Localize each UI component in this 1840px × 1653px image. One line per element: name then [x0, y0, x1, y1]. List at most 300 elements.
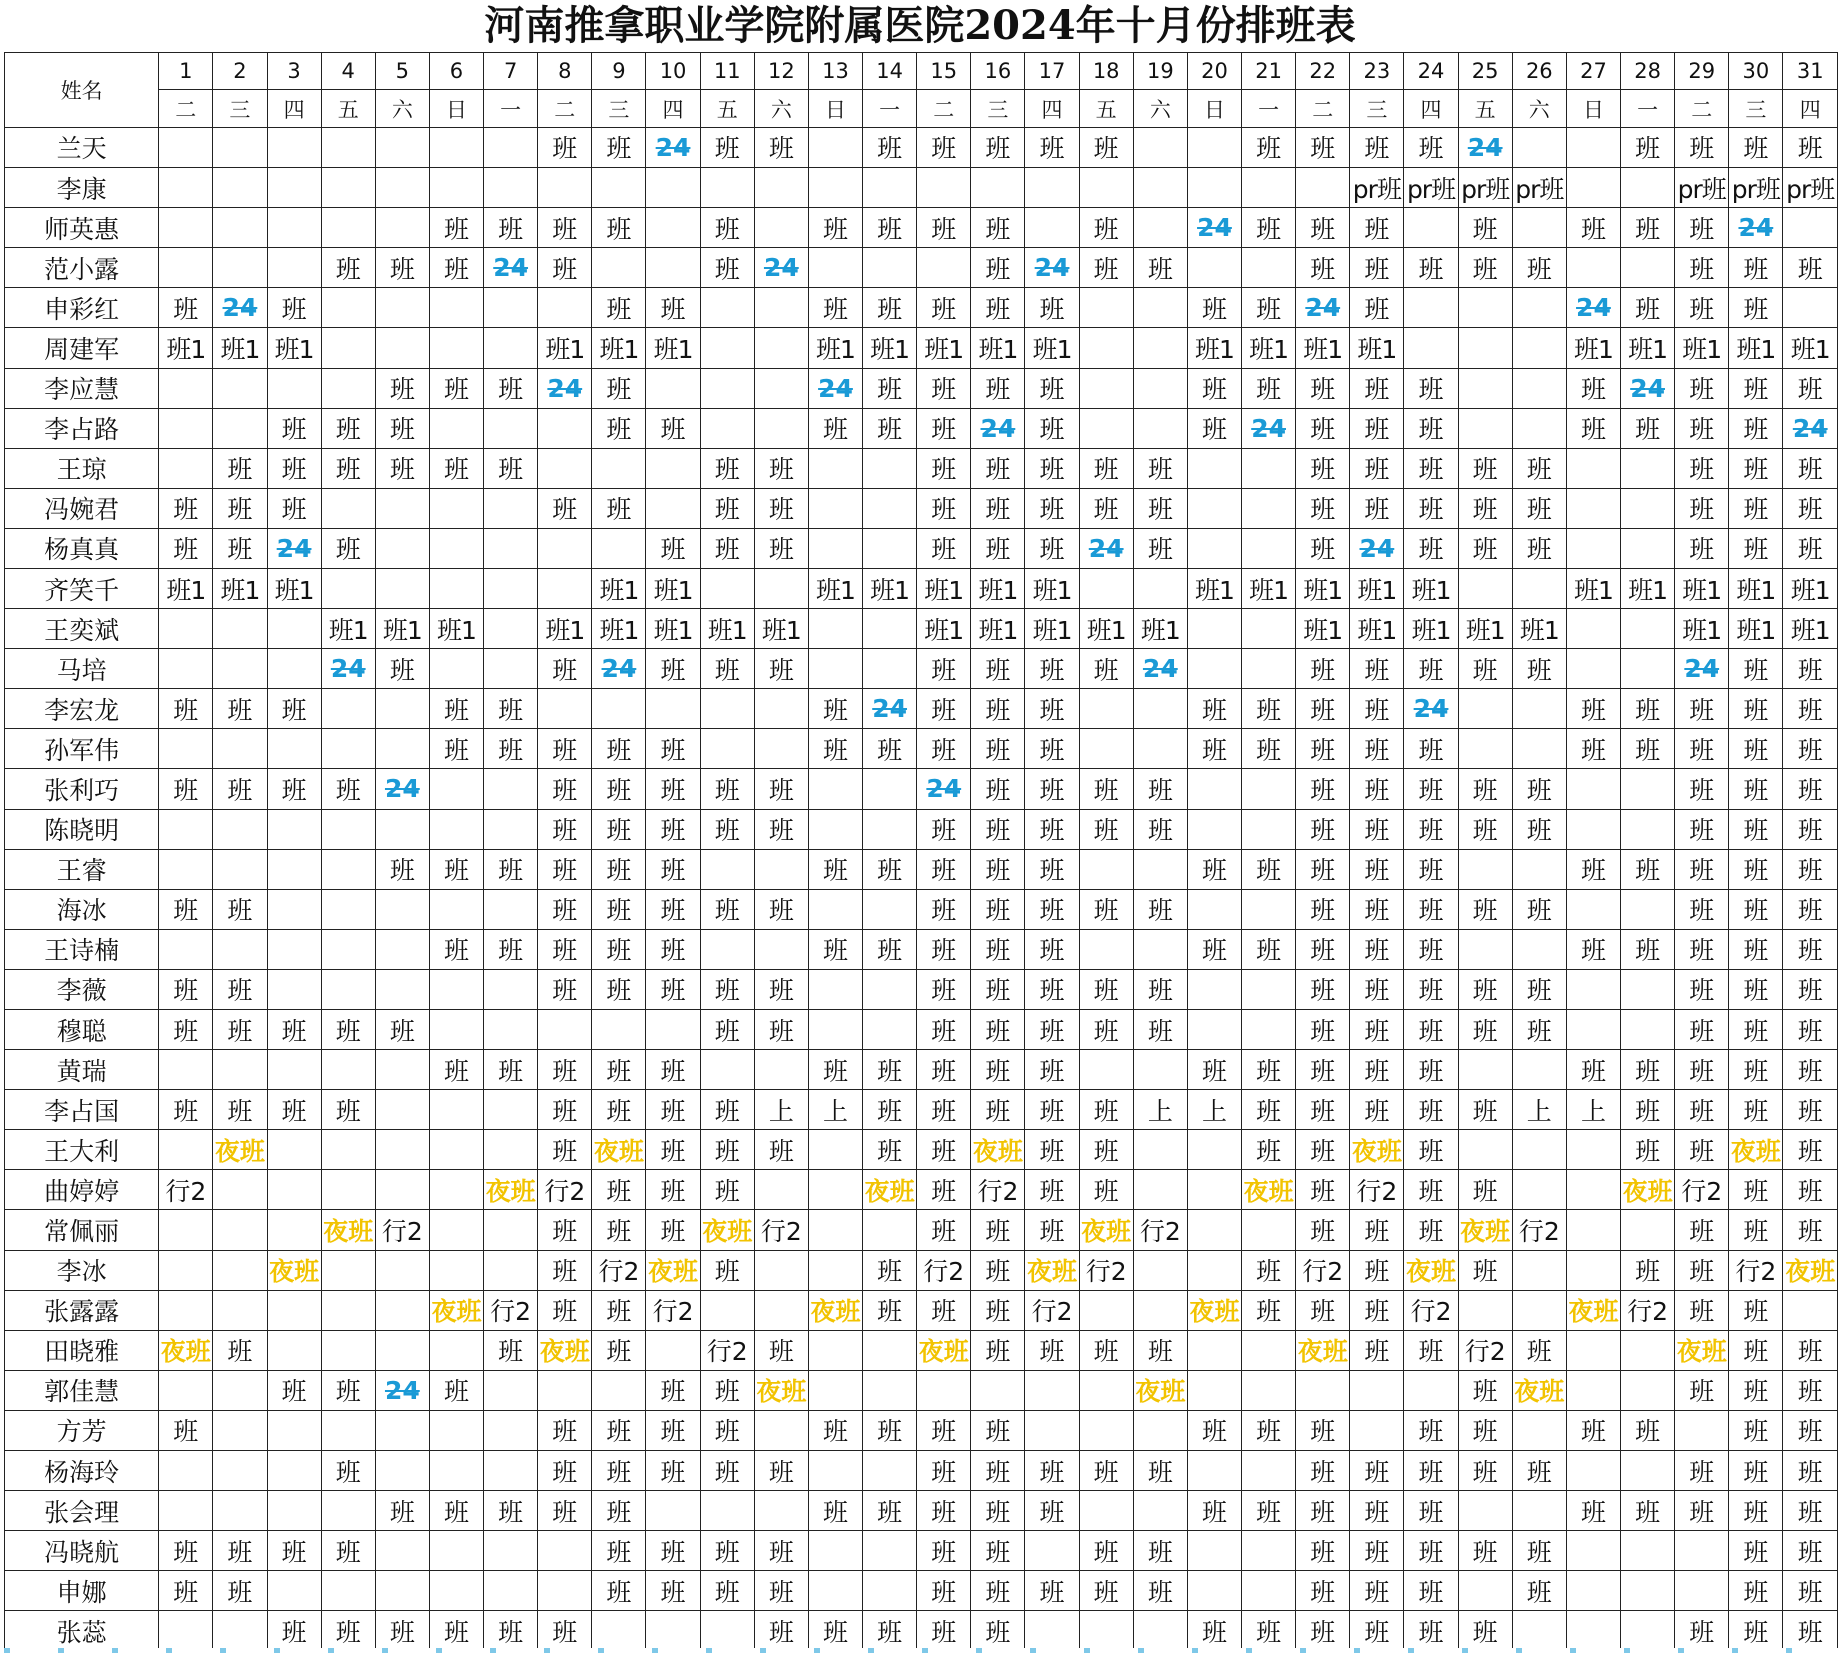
shift-cell[interactable]: 班 — [213, 488, 267, 528]
staff-name[interactable]: 齐笑千 — [5, 568, 159, 608]
shift-cell[interactable]: 班 — [808, 729, 862, 769]
shift-cell[interactable]: 班1 — [159, 568, 213, 608]
shift-cell[interactable]: 班 — [1350, 1491, 1404, 1531]
shift-cell[interactable] — [159, 649, 213, 689]
shift-cell[interactable] — [375, 1451, 429, 1491]
shift-cell[interactable] — [1458, 1290, 1512, 1330]
shift-cell[interactable]: 班 — [754, 488, 808, 528]
shift-cell[interactable] — [159, 1451, 213, 1491]
shift-cell[interactable]: 班 — [1404, 1130, 1458, 1170]
shift-cell[interactable] — [267, 168, 321, 208]
shift-cell[interactable]: 班 — [917, 1410, 971, 1450]
shift-cell[interactable]: 班 — [917, 1010, 971, 1050]
staff-name[interactable]: 张露露 — [5, 1290, 159, 1330]
shift-cell[interactable]: 班 — [971, 1290, 1025, 1330]
shift-cell[interactable]: 夜班 — [1621, 1170, 1675, 1210]
shift-cell[interactable] — [1025, 1370, 1079, 1410]
shift-cell[interactable] — [754, 849, 808, 889]
shift-cell[interactable]: 班 — [592, 769, 646, 809]
shift-cell[interactable] — [1079, 1491, 1133, 1531]
shift-cell[interactable]: 班 — [863, 368, 917, 408]
shift-cell[interactable] — [700, 328, 754, 368]
shift-cell[interactable]: 上 — [754, 1090, 808, 1130]
shift-cell[interactable] — [1458, 1050, 1512, 1090]
shift-cell[interactable] — [808, 609, 862, 649]
shift-cell[interactable]: 班 — [321, 248, 375, 288]
shift-cell[interactable]: 班 — [538, 127, 592, 167]
shift-cell[interactable]: 班 — [1458, 809, 1512, 849]
shift-cell[interactable] — [429, 1451, 483, 1491]
shift-cell[interactable]: 班 — [1621, 1050, 1675, 1090]
shift-cell[interactable] — [159, 408, 213, 448]
shift-cell[interactable]: 班 — [159, 769, 213, 809]
shift-cell[interactable] — [213, 248, 267, 288]
shift-cell[interactable]: 夜班 — [646, 1250, 700, 1290]
shift-cell[interactable]: 班 — [700, 448, 754, 488]
shift-cell[interactable]: 班 — [1404, 929, 1458, 969]
shift-cell[interactable] — [267, 609, 321, 649]
shift-cell[interactable]: 班 — [538, 1050, 592, 1090]
shift-cell[interactable] — [429, 1410, 483, 1450]
shift-cell[interactable]: 班 — [1621, 208, 1675, 248]
staff-name[interactable]: 张利巧 — [5, 769, 159, 809]
shift-cell[interactable] — [1783, 1290, 1838, 1330]
shift-cell[interactable]: 班 — [1404, 1571, 1458, 1611]
shift-cell[interactable]: 班 — [1242, 1611, 1296, 1652]
shift-cell[interactable]: 班 — [267, 1370, 321, 1410]
shift-cell[interactable]: 班 — [321, 1010, 375, 1050]
shift-cell[interactable] — [538, 1370, 592, 1410]
shift-cell[interactable]: 班 — [1296, 1130, 1350, 1170]
shift-cell[interactable] — [321, 1330, 375, 1370]
shift-cell[interactable] — [917, 248, 971, 288]
shift-cell[interactable] — [808, 127, 862, 167]
shift-cell[interactable]: 班 — [1621, 1250, 1675, 1290]
shift-cell[interactable]: 班 — [375, 649, 429, 689]
shift-cell[interactable] — [375, 929, 429, 969]
shift-cell[interactable] — [754, 328, 808, 368]
shift-cell[interactable]: 班 — [971, 368, 1025, 408]
shift-cell[interactable] — [321, 1130, 375, 1170]
shift-cell[interactable]: 班 — [1675, 1290, 1729, 1330]
shift-cell[interactable]: 班 — [1675, 1370, 1729, 1410]
shift-cell[interactable] — [1783, 288, 1838, 328]
shift-cell[interactable]: 班 — [1133, 1010, 1187, 1050]
shift-cell[interactable]: 班 — [484, 1611, 538, 1652]
shift-cell[interactable] — [375, 568, 429, 608]
shift-cell[interactable]: 班 — [1242, 729, 1296, 769]
staff-name[interactable]: 王睿 — [5, 849, 159, 889]
staff-name[interactable]: 李康 — [5, 168, 159, 208]
shift-cell[interactable]: 夜班 — [971, 1130, 1025, 1170]
shift-cell[interactable]: 夜班 — [429, 1290, 483, 1330]
shift-cell[interactable]: 班 — [538, 248, 592, 288]
shift-cell[interactable] — [646, 168, 700, 208]
shift-cell[interactable] — [1079, 408, 1133, 448]
shift-cell[interactable]: 夜班 — [592, 1130, 646, 1170]
shift-cell[interactable]: 班 — [971, 248, 1025, 288]
shift-cell[interactable] — [321, 889, 375, 929]
shift-cell[interactable] — [1404, 328, 1458, 368]
shift-cell[interactable]: 班 — [1350, 1010, 1404, 1050]
staff-name[interactable]: 申彩红 — [5, 288, 159, 328]
shift-cell[interactable]: 班 — [646, 649, 700, 689]
shift-cell[interactable] — [321, 208, 375, 248]
shift-cell[interactable]: 班 — [538, 1611, 592, 1652]
shift-cell[interactable]: 班 — [917, 1210, 971, 1250]
shift-cell[interactable]: 班 — [1566, 929, 1620, 969]
shift-cell[interactable]: 班 — [538, 889, 592, 929]
shift-cell[interactable]: 班 — [592, 208, 646, 248]
shift-cell[interactable] — [429, 809, 483, 849]
shift-cell[interactable] — [1566, 1571, 1620, 1611]
shift-cell[interactable]: 班 — [1458, 1370, 1512, 1410]
shift-cell[interactable]: 班 — [1079, 248, 1133, 288]
shift-cell[interactable]: 班1 — [1187, 328, 1241, 368]
shift-cell[interactable]: 班 — [1350, 929, 1404, 969]
shift-cell[interactable] — [1242, 1330, 1296, 1370]
shift-cell[interactable]: 班 — [1133, 448, 1187, 488]
shift-cell[interactable]: pr班 — [1729, 168, 1783, 208]
shift-cell[interactable] — [484, 408, 538, 448]
shift-cell[interactable]: 班 — [754, 1010, 808, 1050]
shift-cell[interactable] — [213, 1250, 267, 1290]
shift-cell[interactable]: 班1 — [1675, 568, 1729, 608]
shift-cell[interactable] — [700, 929, 754, 969]
shift-cell[interactable]: 班 — [863, 408, 917, 448]
shift-cell[interactable]: 班 — [1025, 528, 1079, 568]
shift-cell[interactable]: 班 — [538, 929, 592, 969]
shift-cell[interactable] — [213, 1170, 267, 1210]
shift-cell[interactable]: 班 — [1025, 127, 1079, 167]
shift-cell[interactable]: 班 — [1729, 649, 1783, 689]
shift-cell[interactable] — [808, 769, 862, 809]
shift-cell[interactable]: 班 — [1729, 408, 1783, 448]
shift-cell[interactable]: 班1 — [1566, 328, 1620, 368]
staff-name[interactable]: 田晓雅 — [5, 1330, 159, 1370]
shift-cell[interactable] — [213, 609, 267, 649]
shift-cell[interactable]: 班 — [1621, 1090, 1675, 1130]
shift-cell[interactable]: 班 — [1458, 448, 1512, 488]
shift-cell[interactable]: 班 — [1729, 1611, 1783, 1652]
shift-cell[interactable]: 班 — [754, 1611, 808, 1652]
staff-name[interactable]: 郭佳慧 — [5, 1370, 159, 1410]
shift-cell[interactable]: 班1 — [1242, 568, 1296, 608]
shift-cell[interactable]: 班 — [1079, 1531, 1133, 1571]
shift-cell[interactable] — [1187, 1210, 1241, 1250]
shift-cell[interactable]: 班 — [1512, 649, 1566, 689]
shift-cell[interactable] — [538, 288, 592, 328]
shift-cell[interactable]: 班 — [917, 1531, 971, 1571]
shift-cell[interactable]: 班 — [267, 488, 321, 528]
shift-cell[interactable] — [754, 1050, 808, 1090]
shift-cell[interactable] — [1187, 1010, 1241, 1050]
shift-cell[interactable]: 班 — [917, 448, 971, 488]
shift-cell[interactable] — [1025, 208, 1079, 248]
shift-cell[interactable]: 班 — [1783, 769, 1838, 809]
shift-cell[interactable]: 班 — [971, 969, 1025, 1009]
shift-cell[interactable] — [1187, 809, 1241, 849]
shift-cell[interactable]: 班 — [1242, 208, 1296, 248]
shift-cell[interactable]: 班 — [1025, 1571, 1079, 1611]
shift-cell[interactable]: 班 — [700, 809, 754, 849]
shift-cell[interactable]: 班 — [1783, 1491, 1838, 1531]
shift-cell[interactable]: 班 — [159, 1410, 213, 1450]
shift-cell[interactable]: 班 — [971, 1330, 1025, 1370]
shift-cell[interactable]: 班 — [321, 1090, 375, 1130]
shift-cell[interactable]: 班 — [754, 809, 808, 849]
shift-cell[interactable] — [267, 729, 321, 769]
shift-cell[interactable]: 班 — [1242, 1410, 1296, 1450]
shift-cell[interactable]: 班 — [1729, 809, 1783, 849]
shift-cell[interactable]: 班 — [1025, 488, 1079, 528]
shift-cell[interactable]: 班 — [1729, 1290, 1783, 1330]
shift-cell[interactable] — [1675, 1410, 1729, 1450]
shift-cell[interactable]: 24 — [592, 649, 646, 689]
shift-cell[interactable]: 班 — [1404, 1010, 1458, 1050]
shift-cell[interactable]: 班 — [971, 288, 1025, 328]
shift-cell[interactable] — [808, 1250, 862, 1290]
shift-cell[interactable] — [808, 1170, 862, 1210]
shift-cell[interactable]: 班1 — [1729, 568, 1783, 608]
shift-cell[interactable]: 班 — [1404, 1090, 1458, 1130]
shift-cell[interactable]: 班 — [321, 448, 375, 488]
staff-name[interactable]: 李冰 — [5, 1250, 159, 1290]
shift-cell[interactable]: 班 — [267, 1010, 321, 1050]
shift-cell[interactable]: 班 — [1729, 969, 1783, 1009]
shift-cell[interactable]: 班 — [1350, 208, 1404, 248]
staff-name[interactable]: 王大利 — [5, 1130, 159, 1170]
shift-cell[interactable]: 班 — [538, 1210, 592, 1250]
shift-cell[interactable]: 班 — [917, 1050, 971, 1090]
shift-cell[interactable]: 班 — [646, 809, 700, 849]
shift-cell[interactable]: 班 — [1621, 408, 1675, 448]
shift-cell[interactable]: 班 — [592, 1330, 646, 1370]
shift-cell[interactable] — [213, 1370, 267, 1410]
shift-cell[interactable]: 行2 — [1350, 1170, 1404, 1210]
shift-cell[interactable]: 班 — [971, 649, 1025, 689]
shift-cell[interactable]: 24 — [1350, 528, 1404, 568]
shift-cell[interactable] — [213, 1491, 267, 1531]
shift-cell[interactable]: 班 — [917, 1130, 971, 1170]
shift-cell[interactable]: 班 — [1025, 729, 1079, 769]
shift-cell[interactable] — [1566, 248, 1620, 288]
shift-cell[interactable] — [1187, 127, 1241, 167]
staff-name[interactable]: 李占路 — [5, 408, 159, 448]
shift-cell[interactable] — [484, 769, 538, 809]
shift-cell[interactable]: 班 — [1566, 1491, 1620, 1531]
shift-cell[interactable]: 班 — [592, 809, 646, 849]
shift-cell[interactable]: 班 — [1187, 849, 1241, 889]
shift-cell[interactable] — [1187, 769, 1241, 809]
shift-cell[interactable] — [1404, 208, 1458, 248]
shift-cell[interactable] — [1242, 488, 1296, 528]
shift-cell[interactable]: 班 — [592, 127, 646, 167]
shift-cell[interactable]: 班 — [1458, 1531, 1512, 1571]
shift-cell[interactable]: 班 — [1675, 1130, 1729, 1170]
shift-cell[interactable]: 班 — [1296, 1611, 1350, 1652]
shift-cell[interactable]: 班 — [754, 1571, 808, 1611]
shift-cell[interactable] — [159, 849, 213, 889]
shift-cell[interactable]: 班 — [700, 1531, 754, 1571]
shift-cell[interactable]: 班 — [1458, 889, 1512, 929]
shift-cell[interactable] — [646, 1491, 700, 1531]
shift-cell[interactable]: 班1 — [1296, 568, 1350, 608]
shift-cell[interactable] — [1242, 969, 1296, 1009]
shift-cell[interactable]: 班 — [1404, 368, 1458, 408]
shift-cell[interactable]: 班 — [1079, 208, 1133, 248]
shift-cell[interactable]: 班 — [1133, 488, 1187, 528]
shift-cell[interactable] — [1404, 288, 1458, 328]
shift-cell[interactable] — [1242, 1210, 1296, 1250]
shift-cell[interactable]: 班 — [375, 849, 429, 889]
shift-cell[interactable]: 班1 — [375, 609, 429, 649]
shift-cell[interactable]: 班 — [321, 769, 375, 809]
shift-cell[interactable]: 班 — [1242, 929, 1296, 969]
shift-cell[interactable]: 班 — [1404, 649, 1458, 689]
shift-cell[interactable]: 班 — [1783, 1130, 1838, 1170]
shift-cell[interactable]: 班1 — [1079, 609, 1133, 649]
shift-cell[interactable]: 班 — [213, 689, 267, 729]
shift-cell[interactable] — [429, 568, 483, 608]
shift-cell[interactable]: 班 — [484, 368, 538, 408]
shift-cell[interactable] — [1566, 969, 1620, 1009]
shift-cell[interactable] — [1621, 1330, 1675, 1370]
shift-cell[interactable]: 班 — [1350, 488, 1404, 528]
shift-cell[interactable] — [1133, 127, 1187, 167]
shift-cell[interactable] — [1458, 929, 1512, 969]
shift-cell[interactable]: 班 — [1675, 488, 1729, 528]
shift-cell[interactable] — [754, 1491, 808, 1531]
shift-cell[interactable] — [1133, 929, 1187, 969]
shift-cell[interactable]: 班 — [1025, 1330, 1079, 1370]
shift-cell[interactable]: 班 — [700, 649, 754, 689]
shift-cell[interactable]: 班 — [808, 929, 862, 969]
shift-cell[interactable]: 班 — [538, 969, 592, 1009]
shift-cell[interactable]: 班 — [808, 1410, 862, 1450]
shift-cell[interactable] — [375, 1090, 429, 1130]
shift-cell[interactable] — [1566, 1451, 1620, 1491]
shift-cell[interactable] — [646, 248, 700, 288]
staff-name[interactable]: 王诗楠 — [5, 929, 159, 969]
shift-cell[interactable]: 班 — [917, 689, 971, 729]
shift-cell[interactable]: 班1 — [754, 609, 808, 649]
shift-cell[interactable] — [267, 127, 321, 167]
staff-name[interactable]: 海冰 — [5, 889, 159, 929]
shift-cell[interactable]: 班 — [1783, 528, 1838, 568]
shift-cell[interactable] — [267, 248, 321, 288]
shift-cell[interactable] — [1512, 1410, 1566, 1450]
shift-cell[interactable] — [1079, 288, 1133, 328]
shift-cell[interactable]: 24 — [1242, 408, 1296, 448]
shift-cell[interactable] — [484, 528, 538, 568]
shift-cell[interactable] — [592, 1611, 646, 1652]
shift-cell[interactable]: 班 — [646, 1531, 700, 1571]
shift-cell[interactable] — [429, 1531, 483, 1571]
shift-cell[interactable] — [159, 127, 213, 167]
shift-cell[interactable] — [159, 1370, 213, 1410]
shift-cell[interactable]: 夜班 — [700, 1210, 754, 1250]
shift-cell[interactable]: 班 — [1458, 248, 1512, 288]
shift-cell[interactable]: 班 — [646, 1571, 700, 1611]
shift-cell[interactable]: 班 — [1079, 1090, 1133, 1130]
shift-cell[interactable]: 班 — [1675, 368, 1729, 408]
shift-cell[interactable]: 班 — [1729, 1410, 1783, 1450]
shift-cell[interactable] — [375, 488, 429, 528]
shift-cell[interactable]: 班 — [1675, 729, 1729, 769]
shift-cell[interactable]: 班 — [1079, 127, 1133, 167]
shift-cell[interactable]: pr班 — [1675, 168, 1729, 208]
shift-cell[interactable]: 班 — [1566, 408, 1620, 448]
shift-cell[interactable]: 班 — [1566, 1050, 1620, 1090]
shift-cell[interactable]: 班1 — [1350, 568, 1404, 608]
shift-cell[interactable]: 班 — [1187, 1050, 1241, 1090]
shift-cell[interactable]: 班 — [646, 929, 700, 969]
shift-cell[interactable]: 班 — [1296, 1571, 1350, 1611]
shift-cell[interactable] — [1242, 448, 1296, 488]
shift-cell[interactable] — [429, 1210, 483, 1250]
shift-cell[interactable] — [375, 889, 429, 929]
shift-cell[interactable]: 班 — [917, 889, 971, 929]
shift-cell[interactable] — [213, 1611, 267, 1652]
shift-cell[interactable]: 班 — [592, 1290, 646, 1330]
staff-name[interactable]: 方芳 — [5, 1410, 159, 1450]
shift-cell[interactable]: 行2 — [592, 1250, 646, 1290]
shift-cell[interactable]: 班1 — [213, 328, 267, 368]
shift-cell[interactable]: 班1 — [1783, 568, 1838, 608]
shift-cell[interactable]: 24 — [1025, 248, 1079, 288]
shift-cell[interactable]: 班 — [538, 849, 592, 889]
shift-cell[interactable]: 班 — [1621, 288, 1675, 328]
shift-cell[interactable] — [1566, 809, 1620, 849]
shift-cell[interactable]: 班 — [1621, 1491, 1675, 1531]
shift-cell[interactable]: 班 — [1187, 408, 1241, 448]
shift-cell[interactable] — [538, 1531, 592, 1571]
shift-cell[interactable] — [1133, 1611, 1187, 1652]
shift-cell[interactable] — [808, 1010, 862, 1050]
shift-cell[interactable] — [754, 408, 808, 448]
shift-cell[interactable]: 班 — [1350, 368, 1404, 408]
shift-cell[interactable]: 班 — [321, 1611, 375, 1652]
shift-cell[interactable]: 班 — [1458, 1170, 1512, 1210]
shift-cell[interactable] — [1621, 609, 1675, 649]
shift-cell[interactable]: 班1 — [159, 328, 213, 368]
shift-cell[interactable]: 班 — [917, 1090, 971, 1130]
shift-cell[interactable]: 班 — [1350, 1090, 1404, 1130]
shift-cell[interactable] — [375, 1330, 429, 1370]
shift-cell[interactable] — [863, 1010, 917, 1050]
shift-cell[interactable] — [700, 849, 754, 889]
shift-cell[interactable]: 班1 — [592, 328, 646, 368]
shift-cell[interactable]: 班 — [1242, 1250, 1296, 1290]
shift-cell[interactable] — [971, 1370, 1025, 1410]
shift-cell[interactable]: 班 — [1675, 448, 1729, 488]
shift-cell[interactable]: 夜班 — [917, 1330, 971, 1370]
shift-cell[interactable]: 班 — [1675, 1050, 1729, 1090]
staff-name[interactable]: 李应慧 — [5, 368, 159, 408]
shift-cell[interactable]: 班 — [863, 1290, 917, 1330]
shift-cell[interactable] — [1458, 849, 1512, 889]
shift-cell[interactable]: 24 — [213, 288, 267, 328]
shift-cell[interactable] — [1242, 168, 1296, 208]
shift-cell[interactable]: 班 — [375, 448, 429, 488]
shift-cell[interactable]: 班 — [1458, 1410, 1512, 1450]
shift-cell[interactable]: 班 — [538, 649, 592, 689]
shift-cell[interactable]: 班 — [159, 689, 213, 729]
shift-cell[interactable]: 班 — [1296, 889, 1350, 929]
shift-cell[interactable]: 班 — [754, 1531, 808, 1571]
shift-cell[interactable] — [1079, 368, 1133, 408]
